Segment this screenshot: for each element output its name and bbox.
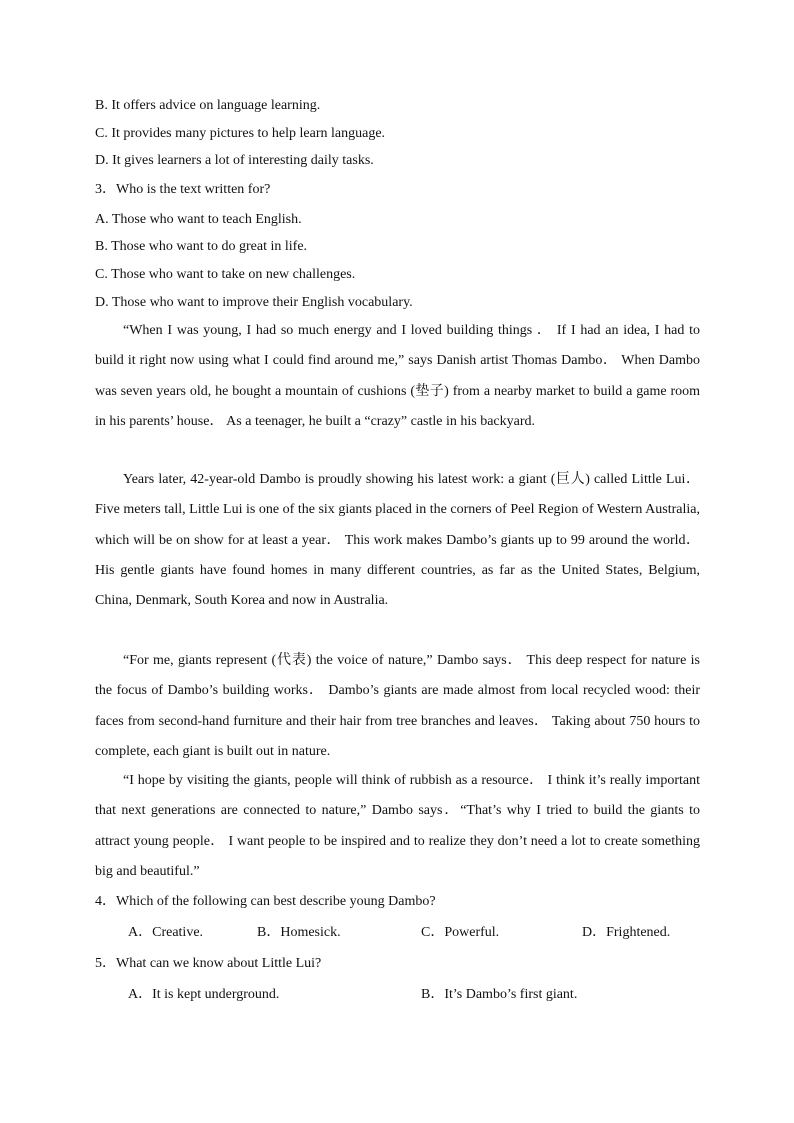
q3-option-c: C. Those who want to take on new challenges. xyxy=(95,267,356,282)
q3-option-a: A. Those who want to teach English. xyxy=(95,212,302,227)
q4-option-d: D．Frightened. xyxy=(582,925,671,940)
q4-question: 4．Which of the following can best describe young Dambo? xyxy=(95,894,436,909)
q2-option-b: B. It offers advice on language learning. xyxy=(95,98,321,113)
q4-option-c: C．Powerful. xyxy=(421,925,500,940)
q3-option-d: D. Those who want to improve their English vocabulary. xyxy=(95,295,413,310)
q3-question: 3．Who is the text written for? xyxy=(95,182,271,197)
q5-question: 5．What can we know about Little Lui? xyxy=(95,956,322,971)
q5-option-a: A．It is kept underground. xyxy=(128,987,280,1002)
q5-option-b: B．It’s Dambo’s first giant. xyxy=(421,987,578,1002)
passage-paragraph-3: “For me, giants represent (代表) the voice of nature,” Dambo says． This deep respect for nature is the focus of Dambo’s building works． Dambo’s giants are made almost from local recycled wood: their faces from second-hand furniture and their hair from tree branches and leaves． Taking about 750 hours to complete, each giant is built out in nature. xyxy=(95,653,700,759)
q2-option-c: C. It provides many pictures to help learn language. xyxy=(95,126,386,141)
passage-paragraph-2: Years later, 42-year-old Dambo is proudly showing his latest work: a giant (巨人) called Little Lui． Five meters tall, Little Lui is one of the six giants placed in the corners of Peel Region of Western Australia, which will be on show for at least a year． This work makes Dambo’s giants up to 99 around the world． His gentle giants have found homes in many different countries, as far as the United States, Belgium, China, Denmark, South Korea and now in Australia. xyxy=(95,472,700,609)
q2-option-d: D. It gives learners a lot of interesting daily tasks. xyxy=(95,153,374,168)
q4-option-b: B．Homesick. xyxy=(257,925,341,940)
q3-option-b: B. Those who want to do great in life. xyxy=(95,239,308,254)
q4-option-a: A．Creative. xyxy=(128,925,204,940)
passage-paragraph-1: “When I was young, I had so much energy and I loved building things ． If I had an idea, I had to build it right now using what I could find around me,” says Danish artist Thomas Dambo． When Dambo was seven years old, he bought a mountain of cushions (垫子) from a nearby market to build a game room in his parents’ house． As a teenager, he built a “crazy” castle in his backyard. xyxy=(95,323,700,429)
passage-paragraph-4: “I hope by visiting the giants, people will think of rubbish as a resource． I think it’s really important that next generations are connected to nature,” Dambo says．“That’s why I tried to build the giants to attract young people． I want people to be inspired and to realize they don’t need a lot to create something big and beautiful.” xyxy=(95,773,700,879)
